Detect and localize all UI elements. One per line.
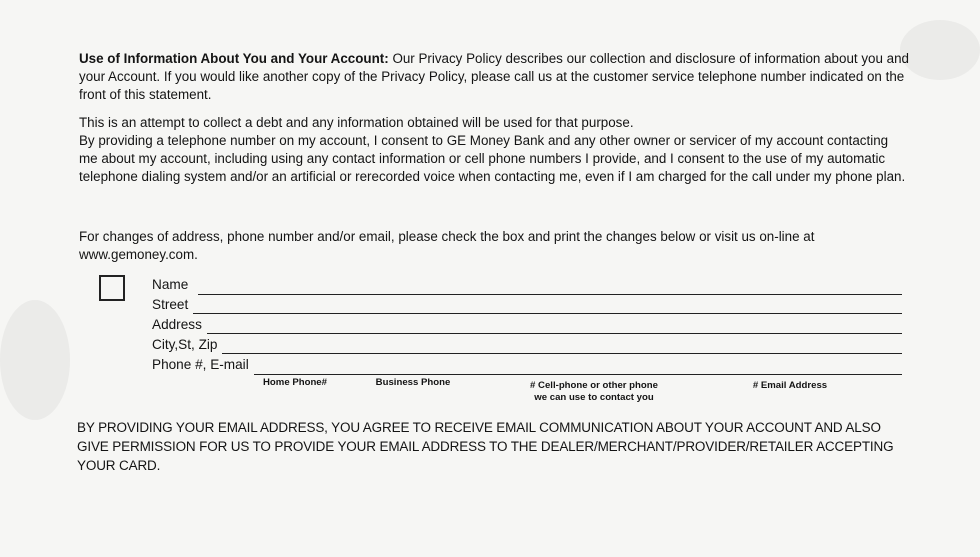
street-label: Street <box>152 297 189 312</box>
paper-stain <box>0 300 70 420</box>
change-info-checkbox[interactable] <box>99 275 125 301</box>
phone-email-line[interactable] <box>254 374 902 375</box>
name-label: Name <box>152 277 189 292</box>
name-line[interactable] <box>198 294 902 295</box>
cell-phone-sublabel: we can use to contact you <box>534 392 654 403</box>
debt-notice: This is an attempt to collect a debt and any information obtained will be used for that purpose. <box>79 115 634 130</box>
email-disclosure: BY PROVIDING YOUR EMAIL ADDRESS, YOU AGREE TO RECEIVE EMAIL COMMUNICATION ABOUT YOUR ACCOUNT AND ALSO GIVE PERMISSION FOR US TO PROVIDE YOUR EMAIL ADDRESS TO THE DEALER/MERCHANT/PROVIDER/RETAILER ACCEPTING YOUR CARD. <box>77 420 894 473</box>
address-label: Address <box>152 317 202 332</box>
street-line[interactable] <box>193 313 902 314</box>
home-phone-label: Home Phone# <box>263 377 327 388</box>
address-line[interactable] <box>207 333 902 334</box>
city-state-zip-label: City,St, Zip <box>152 337 218 352</box>
phone-email-label: Phone #, E-mail <box>152 357 249 372</box>
cell-phone-label: # Cell-phone or other phone <box>530 380 658 391</box>
business-phone-label: Business Phone <box>375 377 451 388</box>
privacy-info-heading: Use of Information About You and Your Account: <box>79 51 389 66</box>
city-state-zip-line[interactable] <box>222 353 902 354</box>
privacy-info-body: Our Privacy Policy describes our collection and disclosure of information about you and your Account. If you would like another copy of the Privacy Policy, please call us at the customer service telephone number indicated on the front of this statement. <box>79 51 909 102</box>
privacy-info-paragraph <box>79 50 909 104</box>
phone-consent-paragraph: By providing a telephone number on my account, I consent to GE Money Bank and any other owner or servicer of my account contacting me about my account, including using any contact information or cell phone numbers I provide, and I consent to the use of my automatic telephone dialing system and/or an artificial or rerecorded voice when contacting me, even if I am charged for the call under my phone plan. <box>79 133 906 184</box>
changes-instructions: For changes of address, phone number and/or email, please check the box and print the changes below or visit us on-line at www.gemoney.com. <box>79 229 815 262</box>
email-address-label: # Email Address <box>752 380 828 391</box>
paper-stain <box>900 20 980 80</box>
